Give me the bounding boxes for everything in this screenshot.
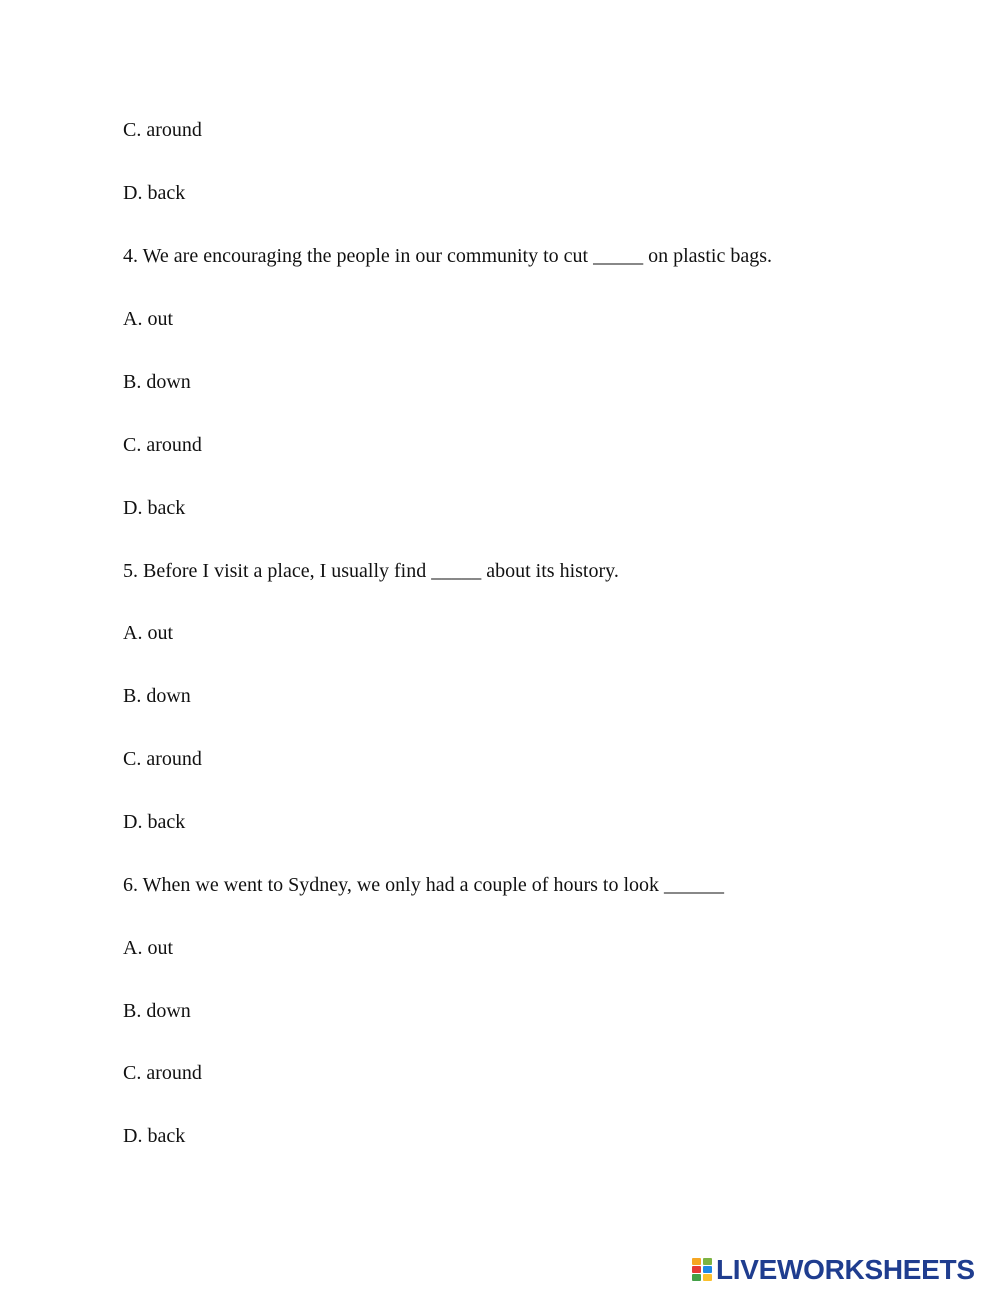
option-a-q6: A. out [123,937,173,959]
option-b-q4: B. down [123,371,191,393]
option-c-q6: C. around [123,1062,202,1084]
logo-block [692,1266,701,1273]
option-c-q3: C. around [123,119,202,141]
question-4: 4. We are encouraging the people in our community to cut _____ on plastic bags. [123,245,772,267]
question-6: 6. When we went to Sydney, we only had a couple of hours to look ______ [123,874,725,896]
option-d-q4: D. back [123,497,186,519]
option-b-q5: B. down [123,685,191,707]
option-d-q5: D. back [123,811,186,833]
logo-block [692,1258,701,1265]
question-5: 5. Before I visit a place, I usually find _____ about its history. [123,560,619,582]
logo-block [692,1274,701,1281]
option-c-q5: C. around [123,748,202,770]
option-b-q6: B. down [123,1000,191,1022]
option-a-q5: A. out [123,622,173,644]
brand-name: LIVEWORKSHEETS [716,1254,975,1285]
option-d-q3: D. back [123,182,186,204]
logo-block [703,1258,712,1265]
logo-block [703,1274,712,1281]
option-a-q4: A. out [123,308,173,330]
logo-block [703,1266,712,1273]
liveworksheets-logo [692,1253,975,1287]
liveworksheets-logo-icon [692,1258,712,1282]
option-d-q6: D. back [123,1125,186,1147]
option-c-q4: C. around [123,434,202,456]
